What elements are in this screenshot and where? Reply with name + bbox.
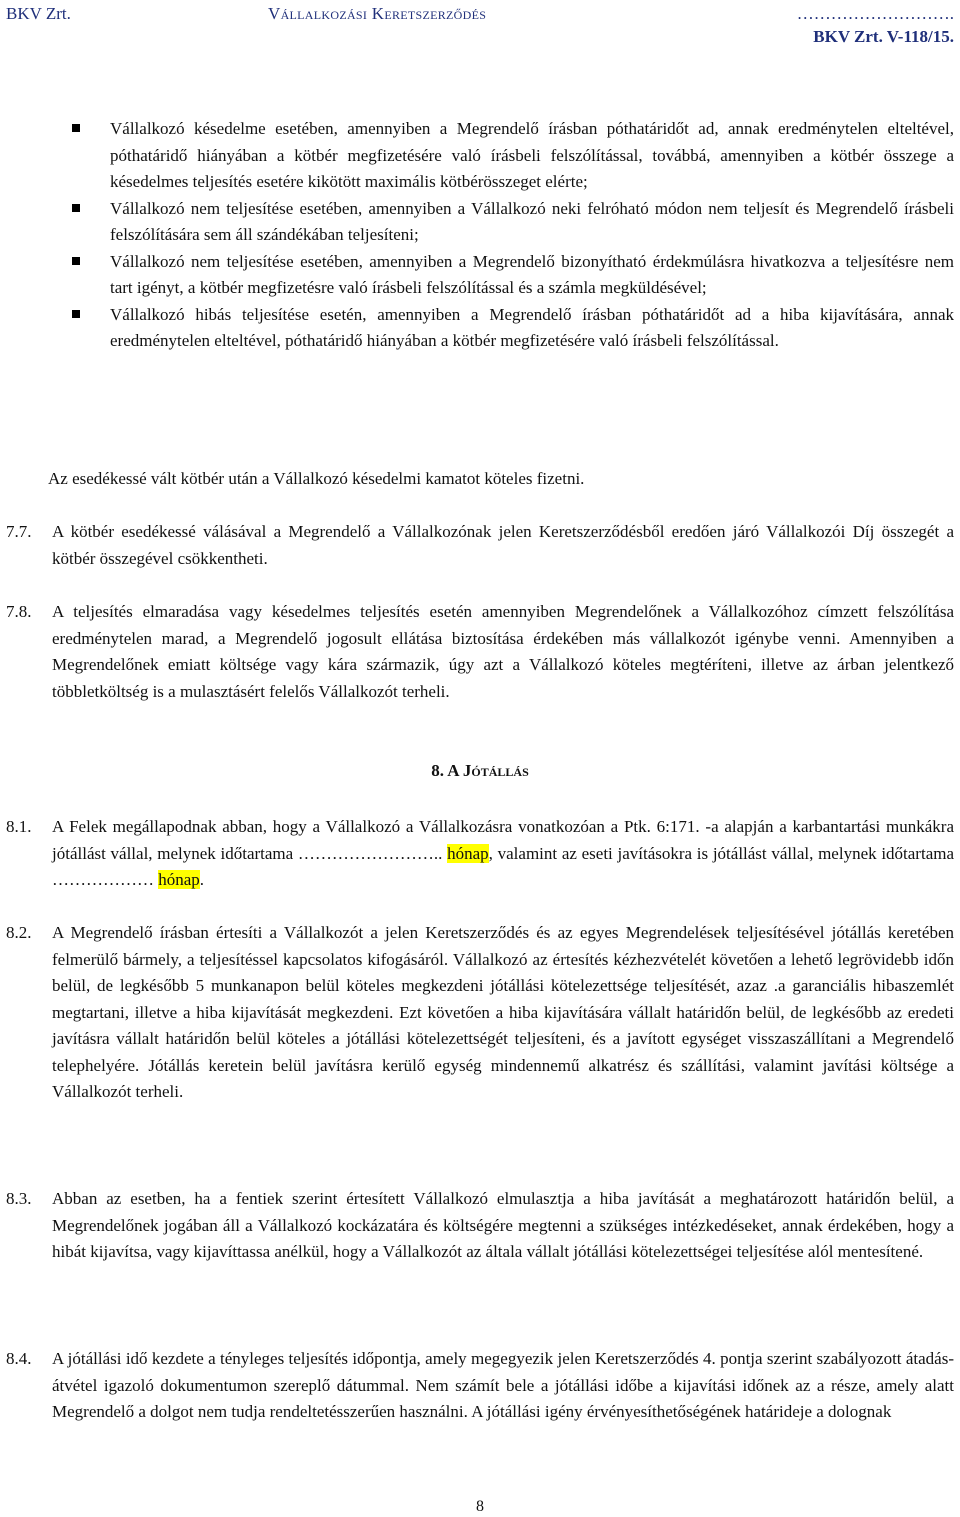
header-contract-number: BKV Zrt. V-118/15. <box>813 27 954 46</box>
section-8-4-text: A jótállási idő kezdete a tényleges teljesítés időpontja, amely megegyezik jelen Keretszerződés 4. pontja szerint szabályozott átadás-átvétel igazoló dokumentumon szereplő dátummal. Nem számít bele a jótállási időbe a kijavítási időnek az a része, amely alatt Megrendelő a dolgot nem tudja rendeltetésszerűen használni. A jótállási igény érvényesíthetőségének határideje a dolognak <box>52 1349 954 1421</box>
square-bullet-icon <box>72 257 80 265</box>
s81-blank2: ……………… <box>52 870 154 889</box>
square-bullet-icon <box>72 310 80 318</box>
section-8-3-text: Abban az esetben, ha a fentiek szerint értesített Vállalkozó elmulasztja a hiba javítását a meghatározott határidőn belül, a Megrendelőnek jogában áll a Vállalkozó kockázatára és költségére megtenni a szükséges intézkedéseket, annak érdekében, hogy a hibát kijavítsa, vagy kijavíttassa anélkül, hogy a Vállalkozót az általa vállalt jótállási kötelezettségei teljesítése alól mentesítené. <box>52 1189 954 1261</box>
s81-part3: , valamint az eseti javításokra is jótállást vállal, melynek időtartama <box>488 843 955 863</box>
s81-part1: A Felek megállapodnak abban, hogy a Vállalkozó a Vállalkozásra vonatkozóan a Ptk. 6:171. <box>52 817 700 836</box>
section-number-8-4: 8.4. <box>6 1349 32 1368</box>
s81-end: . <box>199 870 205 889</box>
highlighted-month-1: hónap <box>447 843 489 863</box>
section-number-8-1: 8.1. <box>6 817 32 836</box>
list-item <box>72 302 954 355</box>
square-bullet-icon <box>72 124 80 132</box>
section-number-8-2: 8.2. <box>6 923 32 942</box>
list-item <box>72 116 954 196</box>
header-document-title: Vállalkozási Keretszerződés <box>268 4 487 23</box>
square-bullet-icon <box>72 204 80 212</box>
interest-paragraph: Az esedékessé vált kötbér után a Vállalkozó késedelmi kamatot köteles fizetni. <box>48 469 585 488</box>
section-number-7-8: 7.8. <box>6 602 32 621</box>
header-company: BKV Zrt. <box>6 4 71 23</box>
bullet-text: Vállalkozó nem teljesítése esetében, amennyiben a Vállalkozó neki felróható módon nem teljesít és Megrendelő írásbeli felszólítására sem áll szándékában teljesíteni; <box>110 198 954 244</box>
bullet-text: Vállalkozó nem teljesítése esetében, amennyiben a Megrendelő bizonyítható érdekmúlásra hivatkozva a teljesítésre nem tart igényt, a kötbér megfizetésre való írásbeli felszólítással és a számla megküldésével; <box>110 251 954 297</box>
section-8-2-text: A Megrendelő írásban értesíti a Vállalkozót a jelen Keretszerződés és az egyes Megrendelések teljesítésével jótállás keretében felmerülő bármely, a teljesítéssel kapcsolatos kifogásáról. Vállalkozó az értesítés kézhezvételét követően a lehető legrövidebb időn belül, de legkésőbb 5 munkanapon belül köteles megkezdeni jótállási kötelezettsége teljesítését, azaz .a garanciális hibaszemlét megtartani, illetve a hiba kijavítását megkezdeni. Ezt követően a hiba kijavítására vállalt határidőn belül, de legkésőbb az eredeti javításra vállalt határidőn belül köteles a jótállási kötelezettségét teljesíteni, és a javított egységet visszaszállítani a Megrendelő telephelyére. Jótállás keretein belül javításra kerülő egység mindennemű alkatrész és szállítási, valamint javítási költsége a Vállalkozót terheli. <box>52 923 954 1101</box>
bullet-text: Vállalkozó késedelme esetében, amennyiben a Megrendelő írásban póthatáridőt ad, annak eredménytelen elteltével, póthatáridő hiányában a kötbér megfizetésére való írásbeli felszólítással, továbbá, amennyiben a kötbér összege a késedelmes teljesítés esetére kikötött maximális kötbérösszeget elérte; <box>110 119 954 191</box>
section-number-8-3: 8.3. <box>6 1189 32 1208</box>
page-number: 8 <box>476 1498 484 1515</box>
s81-part2: -a alapján a karbantartási munkákra jótállást vállal, melynek időtartama <box>52 817 955 863</box>
s81-blank1: …………………….. <box>297 843 443 863</box>
page-header <box>6 4 954 48</box>
header-blank-line: ………………………. <box>796 4 954 23</box>
highlighted-month-2: hónap <box>158 870 200 889</box>
list-item <box>72 196 954 249</box>
penalty-bullet-list <box>72 116 954 355</box>
section-8-heading-word: Jótállás <box>462 761 529 780</box>
section-8-1-text <box>52 814 954 894</box>
section-7-8-text: A teljesítés elmaradása vagy késedelmes teljesítés esetén amennyiben Megrendelőnek a Vállalkozóhoz címzett felszólítása eredménytelen marad, a Megrendelő jogosult ellátása biztosítása érdekében más vállalkozót igénybe venni. Amennyiben a Megrendelőnek emiatt költsége vagy kára származik, úgy azt a Vállalkozó köteles megtéríteni, illetve az árban jelentkező többletköltség is a mulasztásért felelős Vállalkozót terheli. <box>52 602 954 701</box>
section-8-heading-number: 8. A <box>431 761 459 780</box>
section-8-heading <box>0 761 960 781</box>
bullet-text: Vállalkozó hibás teljesítése esetén, amennyiben a Megrendelő írásban póthatáridőt ad a hiba kijavítására, annak eredménytelen elteltével, póthatáridő hiányában a kötbér megfizetésére való írásbeli felszólítással. <box>110 304 954 350</box>
list-item <box>72 249 954 302</box>
section-7-7-text: A kötbér esedékessé válásával a Megrendelő a Vállalkozónak jelen Keretszerződésből eredően járó Vállalkozói Díj összegét a kötbér összegével csökkentheti. <box>52 522 954 568</box>
section-number-7-7: 7.7. <box>6 522 32 541</box>
